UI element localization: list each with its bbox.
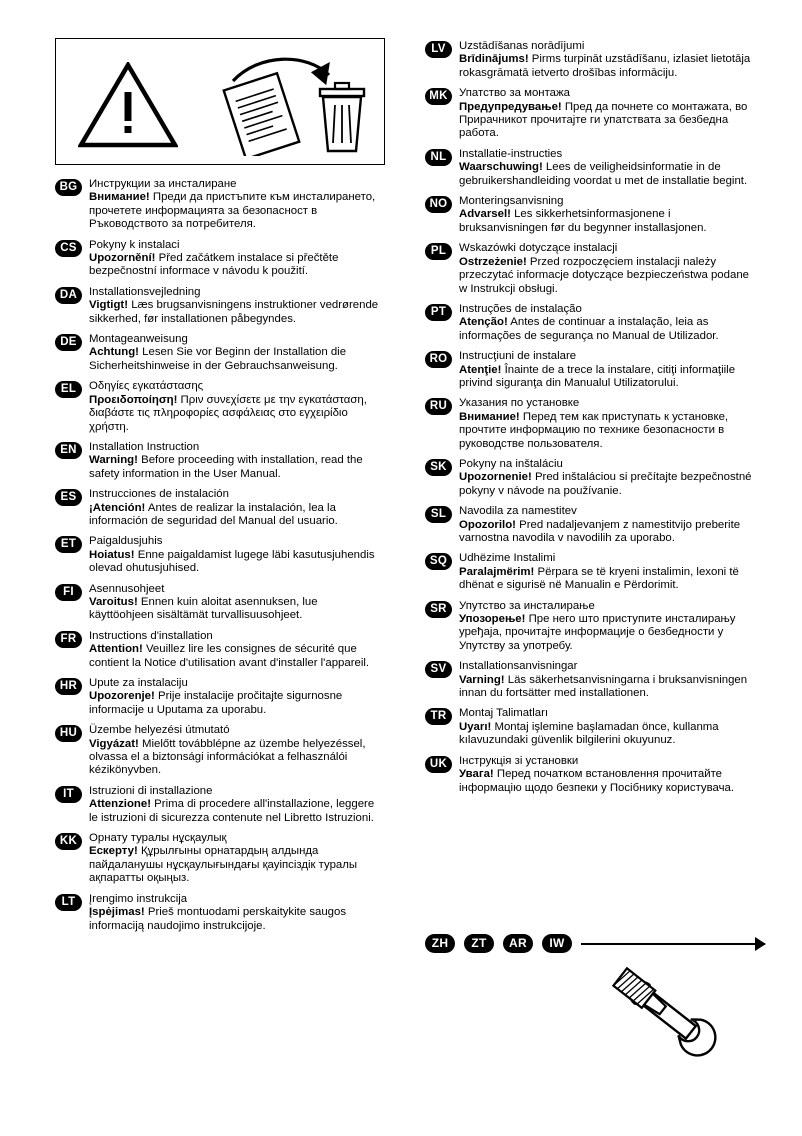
instruction-sentence: Les sikkerhetsinformasjonene i bruksanvisningen før du begynner installasjonen. <box>459 208 707 234</box>
language-code-badge: TR <box>425 708 452 725</box>
instruction-body <box>459 613 755 653</box>
instruction-sentence: Πριν συνεχίσετε με την εγκατάσταση, διαβάστε τις πληροφορίες ασφάλειας στο εγχειρίδιο χρήστη. <box>89 393 367 433</box>
language-code-badge: EN <box>55 442 82 459</box>
instruction-body <box>459 256 755 296</box>
warning-word: Opozorilo! <box>459 518 516 531</box>
instruction-body <box>89 394 385 434</box>
instruction-sentence: Montaj işlemine başlamadan önce, kullanma kılavuzundaki güvenlik bilgilerini okuyunuz. <box>459 720 719 747</box>
instruction-sentence: Pred inštaláciou si prečítajte bezpečnostné pokyny v návode na používanie. <box>459 471 752 497</box>
instruction-title: Instrucciones de instalación <box>89 488 229 501</box>
language-entry <box>55 583 385 623</box>
language-entry <box>425 505 755 545</box>
warning-word: Uyarı! <box>459 720 492 733</box>
language-code-badge: SV <box>425 661 452 678</box>
language-entry <box>55 239 385 279</box>
language-entry <box>425 87 755 141</box>
warning-word: Attenzione! <box>89 798 152 811</box>
instruction-sentence: Пред да почнете со монтажата, во Прирачникот прочитајте ги упатствата за безбедна работа. <box>459 100 748 140</box>
warning-word: Ostrzeżenie! <box>459 255 527 268</box>
language-text-block <box>459 303 755 343</box>
instruction-title: Monteringsanvisning <box>459 195 564 208</box>
instruction-body <box>459 519 755 546</box>
language-code-badge: IW <box>542 934 572 953</box>
language-code-badge: HR <box>55 678 82 695</box>
language-entry <box>425 755 755 795</box>
warning-word: Upozornenie! <box>459 471 532 484</box>
warning-word: Upozorenje! <box>89 690 155 703</box>
instruction-body <box>89 549 385 576</box>
language-text-block <box>459 195 755 235</box>
instruction-sentence: Læs brugsanvisningens instruktioner vedrørende sikkerhed, før installationen påbegyndes. <box>89 299 379 325</box>
instruction-title: Paigaldusjuhis <box>89 535 163 548</box>
instruction-sentence: Pirms turpināt uzstādīšanu, izlasiet lietotāja rokasgrāmatā ietverto drošības informāciju. <box>459 53 751 79</box>
language-entry <box>55 441 385 481</box>
language-code-badge: ET <box>55 536 82 553</box>
instruction-title: Pokyny na inštaláciu <box>459 457 563 470</box>
language-entry <box>55 630 385 670</box>
language-code-badge: PT <box>425 304 452 321</box>
language-code-badge: FI <box>55 584 82 601</box>
language-entry <box>55 677 385 717</box>
instruction-title: Montageanweisung <box>89 333 188 346</box>
language-code-badge: PL <box>425 243 452 260</box>
instruction-title: Montaj Talimatları <box>459 707 549 720</box>
instruction-body <box>459 208 755 235</box>
language-text-block <box>459 242 755 296</box>
language-text-block <box>89 535 385 575</box>
instruction-body <box>89 690 385 717</box>
instruction-body <box>89 346 385 373</box>
instruction-body <box>459 471 755 498</box>
language-code-badge: EL <box>55 381 82 398</box>
instruction-sentence: Перед тем как приступать к установке, прочтите информацию по технике безопасности в руководстве пользователя. <box>459 410 729 450</box>
instruction-sentence: Před začátkem instalace si přečtěte bezpečnostní informace v návodu k použití. <box>89 252 339 278</box>
instruction-title: Installationsvejledning <box>89 285 201 298</box>
instruction-sentence: Läs säkerhetsanvisningarna i bruksanvisningen innan du fortsätter med installationen. <box>459 673 748 700</box>
language-entry <box>55 488 385 528</box>
language-code-badge: LV <box>425 41 452 58</box>
instruction-title: Įrengimo instrukcija <box>89 892 188 905</box>
warning-word: Ескерту! <box>89 845 138 858</box>
language-code-badge: ES <box>55 489 82 506</box>
instruction-sentence: Veuillez lire les consignes de sécurité que contient la Notice d'utilisation avant d'installer l'appareil. <box>89 643 370 669</box>
language-entry <box>55 893 385 933</box>
instruction-sentence: Prima di procedere all'installazione, leggere le istruzioni di sicurezza contenute nel Libretto Istruzioni. <box>89 798 375 824</box>
instruction-sentence: Mielőtt továbblépne az üzembe helyezéssel, olvassa el a biztonsági információkat a felhasználói kézikönyvben. <box>89 737 366 777</box>
instruction-body <box>89 906 385 933</box>
warning-word: Upozornění! <box>89 252 156 265</box>
language-text-block <box>459 660 755 700</box>
instruction-title: Udhëzime Instalimi <box>459 552 556 565</box>
manual-to-trash-illustration <box>211 51 371 156</box>
language-code-badge: LT <box>55 894 82 911</box>
language-text-block <box>89 441 385 481</box>
instruction-sentence: Lesen Sie vor Beginn der Installation die Sicherheitshinweise in der Gebrauchsanweisung. <box>89 346 347 372</box>
language-code-badge: NO <box>425 196 452 213</box>
instruction-body <box>459 161 755 188</box>
instruction-title: Upute za instalaciju <box>89 677 188 689</box>
instruction-body <box>459 101 755 141</box>
instruction-body <box>459 768 755 795</box>
instruction-sentence: Перед початком встановлення прочитайте інформацію щодо безпеки у Посібнику користувача. <box>459 768 735 794</box>
instruction-body <box>89 252 385 279</box>
language-code-badge: RO <box>425 351 452 368</box>
language-text-block <box>459 87 755 141</box>
warning-word: Увага! <box>459 768 494 781</box>
instruction-sentence: Pred nadaljevanjem z namestitvijo preberite varnostna navodila v navodilih za uporabo. <box>459 518 741 544</box>
language-entry <box>425 350 755 390</box>
warning-word: Brīdinājums! <box>459 53 529 66</box>
instruction-sentence: Przed rozpoczęciem instalacji należy przeczytać informacje dotyczące bezpieczeństwa podane w Instrukcji obsługi. <box>459 255 749 295</box>
warning-word: Advarsel! <box>459 208 511 221</box>
language-text-block <box>459 505 755 545</box>
instruction-title: Installationsanvisningar <box>459 660 578 673</box>
instruction-title: Navodila za namestitev <box>459 505 577 518</box>
language-list-right <box>425 40 755 802</box>
language-text-block <box>89 583 385 623</box>
language-text-block <box>89 724 385 778</box>
warning-word: Varoitus! <box>89 595 138 608</box>
language-code-badge: RU <box>425 398 452 415</box>
language-code-badge: HU <box>55 725 82 742</box>
instruction-body <box>89 502 385 529</box>
language-entry <box>55 286 385 326</box>
rtl-cjk-language-row <box>425 930 765 956</box>
instruction-body <box>89 454 385 481</box>
warning-word: Achtung! <box>89 346 139 359</box>
warning-word: ¡Atención! <box>89 501 146 514</box>
language-text-block <box>89 239 385 279</box>
language-text-block <box>459 707 755 747</box>
language-entry <box>425 242 755 296</box>
language-code-badge: UK <box>425 756 452 773</box>
language-entry <box>55 535 385 575</box>
instruction-title: Üzembe helyezési útmutató <box>89 724 230 737</box>
warning-word: Vigyázat! <box>89 737 139 750</box>
instruction-title: Pokyny k instalaci <box>89 238 180 251</box>
instruction-body <box>89 798 385 825</box>
language-code-badge: FR <box>55 631 82 648</box>
language-entry <box>55 785 385 825</box>
language-code-badge: MK <box>425 88 452 105</box>
instruction-title: Указания по установке <box>459 397 580 410</box>
instruction-sentence: Antes de realizar la instalación, lea la información de seguridad del Manual del usuario. <box>89 501 338 527</box>
instruction-body <box>459 364 755 391</box>
instruction-title: Asennusohjeet <box>89 582 165 595</box>
instruction-sentence: Antes de continuar a instalação, leia as informações de segurança no Manual de Utilizador. <box>459 316 719 342</box>
language-code-badge: AR <box>503 934 533 953</box>
instruction-body <box>89 738 385 778</box>
warning-word: Warning! <box>89 454 138 467</box>
instruction-sentence: Пре него што приступите инсталирању уређаја, прочитајте информације о безбедности у Упутству за употребу. <box>459 613 736 652</box>
instruction-sentence: Înainte de a trece la instalare, citiţi informaţiile privind siguranţa din Manualul Utilizatorului. <box>459 363 736 389</box>
language-code-badge: ZH <box>425 934 455 953</box>
language-entry <box>55 333 385 373</box>
warning-word: Varning! <box>459 673 505 686</box>
language-code-badge: IT <box>55 786 82 803</box>
instruction-title: Οδηγίες εγκατάστασης <box>89 380 204 393</box>
language-text-block <box>459 397 755 451</box>
instruction-body <box>459 411 755 451</box>
language-entry <box>425 397 755 451</box>
language-entry <box>425 40 755 80</box>
language-code-badge: BG <box>55 179 82 196</box>
language-text-block <box>89 333 385 373</box>
trash-bin-icon <box>320 83 364 151</box>
language-code-badge: KK <box>55 833 82 850</box>
instruction-body <box>89 299 385 326</box>
instruction-sentence: Lees de veiligheidsinformatie in de gebruikershandleiding voordat u met de installatie begint. <box>459 161 748 187</box>
language-text-block <box>89 832 385 886</box>
language-entry <box>55 178 385 232</box>
language-code-badge: SQ <box>425 553 452 570</box>
instruction-title: Instrucţiuni de instalare <box>459 350 577 363</box>
warning-word: Attention! <box>89 643 143 656</box>
instruction-sentence: Përpara se të kryeni instalimin, lexoni të dhënat e sigurisë në Manualin e Përdorimit. <box>459 565 739 592</box>
instruction-sentence: Prije instalacije pročitajte sigurnosne informacije u Uputama za uporabu. <box>89 690 343 716</box>
warning-word: Atenção! <box>459 316 508 329</box>
language-text-block <box>459 40 755 80</box>
warning-word: Paralajmërim! <box>459 565 535 578</box>
language-code-badge: SR <box>425 601 452 618</box>
instruction-title: Instruções de instalação <box>459 302 582 315</box>
language-entry <box>55 380 385 434</box>
language-text-block <box>89 630 385 670</box>
warning-word: Įspėjimas! <box>89 906 145 919</box>
language-entry <box>425 552 755 592</box>
instruction-sentence: Ennen kuin aloitat asennuksen, lue käyttöohjeen sisältämät turvallisuusohjeet. <box>89 595 318 622</box>
instruction-title: Istruzioni di installazione <box>89 784 213 797</box>
instruction-title: Інструкція зі установки <box>459 754 579 767</box>
instruction-title: Орнату туралы нұсқаулық <box>89 832 227 845</box>
language-text-block <box>89 488 385 528</box>
language-code-badge: CS <box>55 240 82 257</box>
language-text-block <box>459 755 755 795</box>
warning-word: Προειδοποίηση! <box>89 393 178 406</box>
instruction-sentence: Prieš montuodami perskaitykite saugos informaciją naudojimo instrukcijoje. <box>89 906 347 932</box>
curved-arrow-icon <box>233 57 339 85</box>
warning-word: Предупредување! <box>459 100 562 113</box>
instruction-body <box>459 566 755 593</box>
instruction-title: Упатство за монтажа <box>459 87 570 100</box>
warning-word: Hoiatus! <box>89 548 135 561</box>
language-text-block <box>89 785 385 825</box>
language-entry <box>425 707 755 747</box>
instruction-title: Wskazówki dotyczące instalacji <box>459 242 618 255</box>
warning-word: Упозорење! <box>459 613 526 626</box>
instruction-body <box>459 53 755 80</box>
language-code-badge: NL <box>425 149 452 166</box>
warning-word: Внимание! <box>459 410 520 423</box>
language-entry <box>425 195 755 235</box>
direction-arrow-icon <box>581 934 765 953</box>
wrench-and-file-tools-icon <box>600 965 750 1085</box>
language-text-block <box>459 600 755 654</box>
language-list-left <box>55 178 385 940</box>
language-text-block <box>89 286 385 326</box>
language-text-block <box>459 148 755 188</box>
instruction-sentence: Before proceeding with installation, read the safety information in the User Manual. <box>89 454 363 480</box>
language-text-block <box>459 458 755 498</box>
instruction-sentence: Enne paigaldamist lugege läbi kasutusjuhendis olevad ohutusjuhised. <box>89 548 375 575</box>
warning-illustration-box <box>55 38 385 165</box>
instruction-title: Installation Instruction <box>89 440 200 453</box>
instruction-title: Installatie-instructies <box>459 147 563 160</box>
language-code-badge: SL <box>425 506 452 523</box>
language-entry <box>425 660 755 700</box>
warning-word: Waarschuwing! <box>459 161 543 174</box>
instruction-title: Упутство за инсталирање <box>459 599 595 612</box>
instruction-title: Инструкции за инсталиране <box>89 178 237 190</box>
instruction-body <box>89 643 385 670</box>
language-code-badge: DE <box>55 334 82 351</box>
language-code-badge: SK <box>425 459 452 476</box>
warning-word: Внимание! <box>89 191 150 204</box>
warning-word: Atenţie! <box>459 363 502 376</box>
instruction-body <box>459 674 755 701</box>
language-entry <box>425 458 755 498</box>
language-text-block <box>89 178 385 232</box>
user-manual-document-icon <box>224 73 300 156</box>
instruction-body <box>459 721 755 748</box>
language-entry <box>425 600 755 654</box>
warning-word: Vigtigt! <box>89 299 129 312</box>
language-code-badge: ZT <box>464 934 494 953</box>
language-text-block <box>89 893 385 933</box>
language-entry <box>55 724 385 778</box>
language-code-badge: DA <box>55 287 82 304</box>
instruction-body <box>89 596 385 623</box>
language-text-block <box>459 552 755 592</box>
warning-triangle-icon <box>78 62 178 148</box>
instruction-sentence: Преди да пристъпите към инсталирането, прочетете информацията за безопасност в Ръководството за потребителя. <box>89 191 376 231</box>
language-text-block <box>89 677 385 717</box>
language-entry <box>55 832 385 886</box>
instruction-body <box>89 845 385 885</box>
instruction-sentence: Құрылғыны орнатардың алдында пайдаланушы нұсқаулығындағы қауіпсіздік туралы ақпаратты оқыңыз. <box>89 845 358 885</box>
instruction-title: Uzstādīšanas norādījumi <box>459 40 585 52</box>
language-entry <box>425 303 755 343</box>
language-text-block <box>89 380 385 434</box>
language-text-block <box>459 350 755 390</box>
language-entry <box>425 148 755 188</box>
instruction-body <box>89 191 385 231</box>
instruction-body <box>459 316 755 343</box>
instruction-title: Instructions d'installation <box>89 629 213 642</box>
